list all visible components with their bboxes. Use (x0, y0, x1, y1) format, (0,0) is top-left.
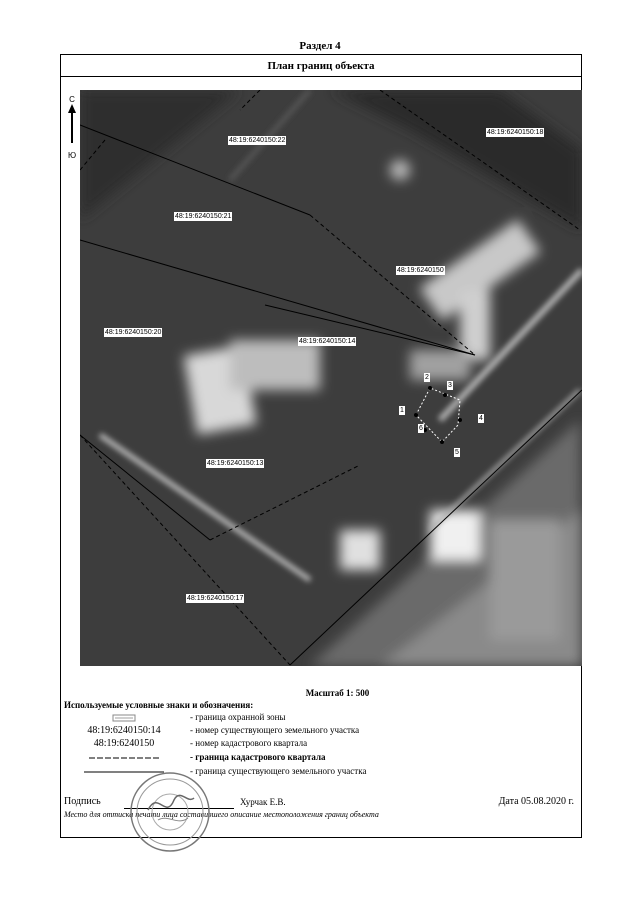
legend-symbol: 48:19:6240150 (93, 738, 155, 749)
legend-text: - граница кадастрового квартала (190, 752, 326, 762)
parcel-label: 48:19:6240150:21 (175, 213, 232, 220)
stamp-place-note: Место для оттиска печати лица составившего описание местоположения границ объекта (64, 810, 379, 819)
legend-text: - номер кадастрового квартала (190, 738, 308, 748)
aerial-map[interactable] (80, 90, 582, 666)
point-label: 4 (479, 415, 483, 422)
seal-stamp (128, 770, 212, 854)
signature-label: Подпись (64, 796, 101, 807)
map-scale: Масштаб 1: 500 (305, 688, 370, 698)
north-label: С (69, 95, 75, 104)
parcel-label: 48:19:6240150:13 (207, 460, 264, 467)
parcel-label: 48:19:6240150:14 (299, 338, 356, 345)
legend-text: - граница существующего земельного участка (190, 766, 367, 776)
parcel-label: 48:19:6240150:17 (187, 595, 244, 602)
quarter-label: 48:19:6240150 (397, 267, 444, 274)
zone-boundary-symbol (64, 712, 184, 723)
signer-name: Хурчак Е.В. (240, 797, 286, 807)
point-label: 5 (455, 449, 459, 456)
signature-date: Дата 05.08.2020 г. (498, 796, 574, 807)
point-label: 1 (400, 407, 404, 414)
parcel-label: 48:19:6240150:22 (229, 137, 286, 144)
legend-title: Используемые условные знаки и обозначения: (64, 700, 254, 710)
point-label: 3 (448, 382, 452, 389)
point-label: 6 (419, 425, 423, 432)
quarter-boundary-symbol (64, 752, 184, 762)
legend-symbol: 48:19:6240150:14 (87, 725, 161, 736)
parcel-label: 48:19:6240150:18 (487, 129, 544, 136)
legend-row-quarter-number (64, 738, 564, 750)
map-drawing (80, 90, 582, 666)
south-label: Ю (67, 151, 77, 160)
legend-row-zone (64, 712, 564, 724)
parcel-label: 48:19:6240150:20 (105, 329, 162, 336)
plan-title: План границ объекта (61, 55, 581, 77)
legend-row-quarter-boundary (64, 752, 564, 764)
north-arrow (64, 93, 80, 165)
legend-text: - граница охранной зоны (190, 712, 286, 722)
section-title: Раздел 4 (299, 40, 341, 52)
point-label: 2 (425, 374, 429, 381)
legend-row-parcel-number (64, 725, 564, 737)
legend-text: - номер существующего земельного участка (190, 725, 360, 735)
